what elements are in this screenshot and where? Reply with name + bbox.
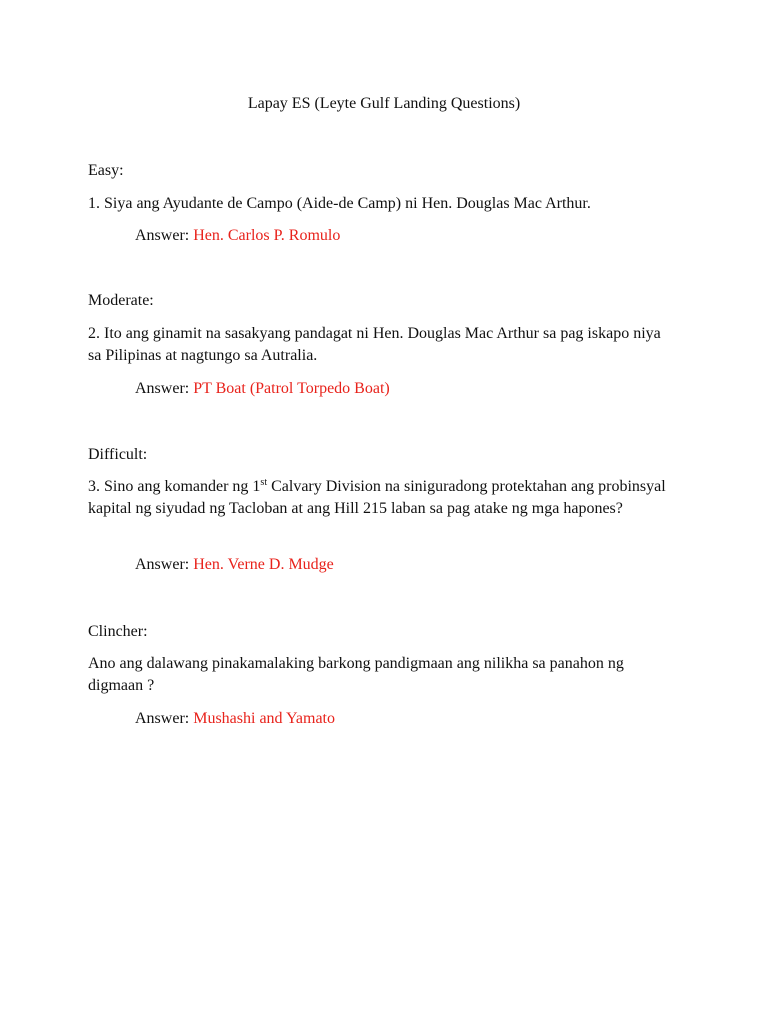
question-text bbox=[88, 476, 670, 520]
answer-line bbox=[88, 226, 688, 246]
answer-line bbox=[88, 379, 688, 399]
answer-label: Answer: bbox=[135, 710, 190, 727]
question-text-part: Calvary Division na siniguradong protektahan ang probinsyal kapital ng siyudad ng Tacloban at ang Hill 215 laban sa pag atake ng mga hapones? bbox=[88, 478, 666, 517]
question-text: 2. Ito ang ginamit na sasakyang pandagat ni Hen. Douglas Mac Arthur sa pag iskapo niya sa Pilipinas at nagtungo sa Autralia. bbox=[88, 325, 661, 364]
question-text: Ano ang dalawang pinakamalaking barkong pandigmaan ang nilikha sa panahon ng digmaan ? bbox=[88, 655, 624, 694]
section-easy bbox=[88, 161, 688, 181]
answer-label: Answer: bbox=[135, 227, 194, 244]
section-heading: Moderate: bbox=[88, 292, 154, 309]
answer-easy bbox=[88, 226, 688, 246]
answer-value: Hen. Verne D. Mudge bbox=[193, 556, 334, 573]
answer-moderate bbox=[88, 379, 688, 399]
answer-clincher bbox=[88, 709, 688, 729]
question-moderate bbox=[88, 323, 688, 367]
question-text-part: 3. Sino ang komander ng 1 bbox=[88, 478, 261, 495]
document-title: Lapay ES (Leyte Gulf Landing Questions) bbox=[247, 95, 521, 112]
answer-value: Mushashi and Yamato bbox=[193, 710, 335, 727]
ordinal-superscript: st bbox=[260, 477, 268, 488]
answer-value: PT Boat (Patrol Torpedo Boat) bbox=[193, 380, 390, 397]
question-difficult bbox=[88, 476, 688, 520]
section-heading: Easy: bbox=[88, 162, 124, 179]
question-clincher bbox=[88, 653, 688, 697]
question-easy bbox=[88, 193, 688, 215]
section-clincher bbox=[88, 622, 688, 642]
answer-label: Answer: bbox=[135, 556, 190, 573]
answer-difficult bbox=[88, 555, 688, 575]
answer-value: Hen. Carlos P. Romulo bbox=[193, 227, 341, 244]
section-heading: Difficult: bbox=[88, 446, 148, 463]
section-difficult bbox=[88, 445, 688, 465]
answer-line bbox=[88, 709, 688, 729]
answer-label: Answer: bbox=[135, 380, 190, 397]
section-moderate bbox=[88, 291, 688, 311]
section-heading: Clincher: bbox=[88, 623, 148, 640]
question-text: 1. Siya ang Ayudante de Campo (Aide-de Camp) ni Hen. Douglas Mac Arthur. bbox=[88, 195, 591, 212]
answer-line bbox=[88, 555, 688, 575]
